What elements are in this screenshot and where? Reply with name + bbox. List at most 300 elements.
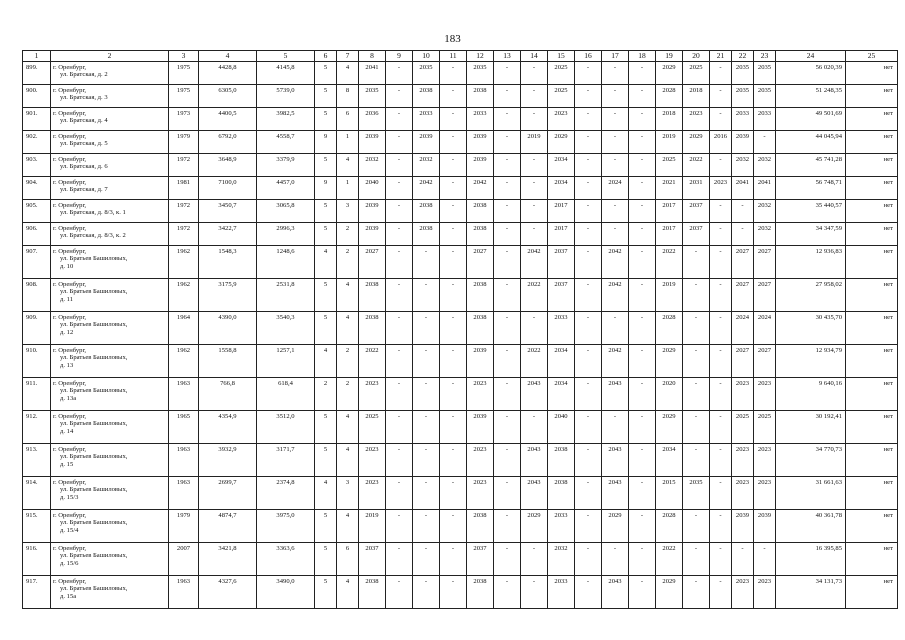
- cell-col-16: -: [575, 246, 602, 279]
- address-line: ул. Братьев Башиловых,: [60, 552, 128, 560]
- cell-col-8: 2023: [359, 444, 386, 477]
- cell-col-8: 2025: [359, 411, 386, 444]
- cell-col-6: 5: [315, 510, 337, 543]
- address-cell: [51, 279, 169, 312]
- cell-col-17: -: [602, 200, 629, 223]
- cell-col-8: 2023: [359, 477, 386, 510]
- cell-col-20: -: [683, 576, 710, 609]
- table-body: [23, 62, 898, 609]
- column-number: 3: [169, 51, 199, 62]
- address-cell: [51, 510, 169, 543]
- address-cell: [51, 62, 169, 85]
- cell-col-9: -: [386, 543, 413, 576]
- cell-col-14: -: [521, 85, 548, 108]
- table-row: [23, 411, 898, 444]
- cell-col-13: -: [494, 477, 521, 510]
- cell-col-15: 2017: [548, 200, 575, 223]
- cell-col-9: -: [386, 85, 413, 108]
- address-line: г. Оренбург,: [53, 281, 87, 288]
- cell-col-6: 5: [315, 200, 337, 223]
- cell-col-16: -: [575, 108, 602, 131]
- cell-col-13: -: [494, 246, 521, 279]
- cell-col-23: 2024: [754, 312, 776, 345]
- cell-col-4: 3450,7: [199, 200, 257, 223]
- cell-col-23: 2027: [754, 279, 776, 312]
- row-number: 899.: [23, 62, 51, 85]
- cell-col-23: 2039: [754, 510, 776, 543]
- cell-col-19: 2028: [656, 510, 683, 543]
- table-row: [23, 85, 898, 108]
- cell-col-23: 2023: [754, 576, 776, 609]
- cell-col-10: -: [413, 444, 440, 477]
- column-number: 23: [754, 51, 776, 62]
- cell-col-20: -: [683, 543, 710, 576]
- cell-col-25: нет: [846, 223, 898, 246]
- cell-col-12: 2038: [467, 200, 494, 223]
- cell-col-19: 2022: [656, 246, 683, 279]
- address-line: г. Оренбург,: [53, 248, 87, 255]
- cell-col-10: -: [413, 279, 440, 312]
- cell-col-8: 2019: [359, 510, 386, 543]
- cell-col-23: -: [754, 543, 776, 576]
- cell-col-11: -: [440, 62, 467, 85]
- column-number: 13: [494, 51, 521, 62]
- cell-col-18: -: [629, 444, 656, 477]
- cell-col-23: 2032: [754, 200, 776, 223]
- cell-col-17: -: [602, 108, 629, 131]
- cell-col-4: 6305,0: [199, 85, 257, 108]
- cell-col-19: 2019: [656, 279, 683, 312]
- address-line: г. Оренбург,: [53, 156, 87, 163]
- cell-col-15: 2038: [548, 444, 575, 477]
- address-line: ул. Братская, д. 4: [60, 117, 108, 125]
- cell-col-19: 2021: [656, 177, 683, 200]
- cell-col-16: -: [575, 62, 602, 85]
- cell-col-16: -: [575, 411, 602, 444]
- cell-col-7: 3: [337, 200, 359, 223]
- cell-col-11: -: [440, 378, 467, 411]
- cell-col-10: -: [413, 543, 440, 576]
- table-row: [23, 246, 898, 279]
- cell-col-3: 1965: [169, 411, 199, 444]
- cell-col-17: 2024: [602, 177, 629, 200]
- cell-col-23: 2023: [754, 477, 776, 510]
- cell-col-24: 45 741,28: [776, 154, 846, 177]
- cell-col-7: 4: [337, 576, 359, 609]
- cell-col-13: -: [494, 444, 521, 477]
- cell-col-7: 1: [337, 177, 359, 200]
- housing-register-table: [22, 50, 898, 609]
- cell-col-22: 2023: [732, 444, 754, 477]
- cell-col-23: -: [754, 131, 776, 154]
- cell-col-6: 4: [315, 345, 337, 378]
- cell-col-7: 4: [337, 279, 359, 312]
- cell-col-5: 3363,6: [257, 543, 315, 576]
- cell-col-5: 3540,3: [257, 312, 315, 345]
- cell-col-21: 2016: [710, 131, 732, 154]
- cell-col-14: 2029: [521, 510, 548, 543]
- cell-col-20: 2025: [683, 62, 710, 85]
- cell-col-10: 2038: [413, 223, 440, 246]
- cell-col-14: -: [521, 177, 548, 200]
- cell-col-15: 2033: [548, 510, 575, 543]
- cell-col-24: 40 361,78: [776, 510, 846, 543]
- cell-col-16: -: [575, 279, 602, 312]
- cell-col-21: -: [710, 246, 732, 279]
- cell-col-4: 4400,5: [199, 108, 257, 131]
- cell-col-18: -: [629, 576, 656, 609]
- address-line: ул. Братьев Башиловых,: [60, 255, 128, 263]
- column-number: 10: [413, 51, 440, 62]
- cell-col-24: 9 640,16: [776, 378, 846, 411]
- cell-col-4: 3648,9: [199, 154, 257, 177]
- table-row: [23, 345, 898, 378]
- cell-col-9: -: [386, 411, 413, 444]
- column-number: 20: [683, 51, 710, 62]
- table-row: [23, 223, 898, 246]
- cell-col-15: 2040: [548, 411, 575, 444]
- cell-col-18: -: [629, 411, 656, 444]
- cell-col-5: 3982,5: [257, 108, 315, 131]
- cell-col-8: 2022: [359, 345, 386, 378]
- cell-col-13: -: [494, 85, 521, 108]
- cell-col-12: 2038: [467, 510, 494, 543]
- table-row: [23, 154, 898, 177]
- cell-col-21: -: [710, 223, 732, 246]
- cell-col-13: -: [494, 131, 521, 154]
- cell-col-3: 1975: [169, 85, 199, 108]
- cell-col-22: 2023: [732, 576, 754, 609]
- cell-col-18: -: [629, 131, 656, 154]
- cell-col-11: -: [440, 444, 467, 477]
- cell-col-22: 2027: [732, 345, 754, 378]
- address-line: д. 15: [60, 460, 74, 468]
- cell-col-18: -: [629, 246, 656, 279]
- cell-col-20: -: [683, 444, 710, 477]
- cell-col-16: -: [575, 444, 602, 477]
- cell-col-9: -: [386, 131, 413, 154]
- cell-col-22: 2039: [732, 131, 754, 154]
- cell-col-22: 2041: [732, 177, 754, 200]
- cell-col-17: -: [602, 223, 629, 246]
- cell-col-22: 2035: [732, 85, 754, 108]
- cell-col-12: 2038: [467, 312, 494, 345]
- cell-col-8: 2036: [359, 108, 386, 131]
- cell-col-11: -: [440, 154, 467, 177]
- cell-col-7: 1: [337, 131, 359, 154]
- cell-col-16: -: [575, 576, 602, 609]
- cell-col-10: 2038: [413, 200, 440, 223]
- cell-col-13: -: [494, 345, 521, 378]
- address-cell: [51, 177, 169, 200]
- address-line: ул. Братьев Башиловых,: [60, 354, 128, 362]
- address-line: ул. Братская, д. 3: [60, 94, 108, 102]
- cell-col-18: -: [629, 378, 656, 411]
- address-line: г. Оренбург,: [53, 133, 87, 140]
- cell-col-25: нет: [846, 200, 898, 223]
- cell-col-7: 2: [337, 345, 359, 378]
- column-number: 7: [337, 51, 359, 62]
- cell-col-25: нет: [846, 108, 898, 131]
- cell-col-22: 2024: [732, 312, 754, 345]
- cell-col-7: 4: [337, 154, 359, 177]
- cell-col-14: -: [521, 200, 548, 223]
- address-cell: [51, 108, 169, 131]
- cell-col-14: 2043: [521, 477, 548, 510]
- row-number: 906.: [23, 223, 51, 246]
- cell-col-11: -: [440, 246, 467, 279]
- cell-col-15: 2023: [548, 108, 575, 131]
- cell-col-13: -: [494, 200, 521, 223]
- cell-col-7: 4: [337, 62, 359, 85]
- cell-col-9: -: [386, 108, 413, 131]
- cell-col-7: 4: [337, 312, 359, 345]
- address-line: ул. Братьев Башиловых,: [60, 321, 128, 329]
- cell-col-12: 2038: [467, 85, 494, 108]
- cell-col-22: 2027: [732, 279, 754, 312]
- cell-col-12: 2038: [467, 279, 494, 312]
- cell-col-25: нет: [846, 543, 898, 576]
- column-number: 25: [846, 51, 898, 62]
- cell-col-14: -: [521, 223, 548, 246]
- cell-col-8: 2038: [359, 576, 386, 609]
- cell-col-22: 2033: [732, 108, 754, 131]
- cell-col-12: 2023: [467, 477, 494, 510]
- cell-col-16: -: [575, 85, 602, 108]
- cell-col-8: 2038: [359, 312, 386, 345]
- cell-col-20: -: [683, 510, 710, 543]
- address-line: ул. Братьев Башиловых,: [60, 585, 128, 593]
- cell-col-24: 30 435,70: [776, 312, 846, 345]
- cell-col-22: 2027: [732, 246, 754, 279]
- cell-col-7: 4: [337, 444, 359, 477]
- cell-col-6: 5: [315, 154, 337, 177]
- cell-col-23: 2027: [754, 246, 776, 279]
- cell-col-8: 2037: [359, 543, 386, 576]
- cell-col-13: -: [494, 223, 521, 246]
- cell-col-9: -: [386, 246, 413, 279]
- cell-col-9: -: [386, 477, 413, 510]
- column-number: 12: [467, 51, 494, 62]
- cell-col-25: нет: [846, 62, 898, 85]
- cell-col-5: 2996,3: [257, 223, 315, 246]
- row-number: 903.: [23, 154, 51, 177]
- row-number: 916.: [23, 543, 51, 576]
- cell-col-14: -: [521, 312, 548, 345]
- table-row: [23, 477, 898, 510]
- cell-col-12: 2023: [467, 444, 494, 477]
- cell-col-19: 2022: [656, 543, 683, 576]
- cell-col-18: -: [629, 477, 656, 510]
- cell-col-5: 1257,1: [257, 345, 315, 378]
- cell-col-4: 4428,8: [199, 62, 257, 85]
- cell-col-10: 2035: [413, 62, 440, 85]
- cell-col-11: -: [440, 312, 467, 345]
- address-line: г. Оренбург,: [53, 202, 87, 209]
- cell-col-14: 2019: [521, 131, 548, 154]
- cell-col-20: 2023: [683, 108, 710, 131]
- cell-col-24: 35 440,57: [776, 200, 846, 223]
- address-line: г. Оренбург,: [53, 545, 87, 552]
- address-line: д. 15/4: [60, 526, 79, 534]
- address-line: ул. Братьев Башиловых,: [60, 453, 128, 461]
- column-number: 5: [257, 51, 315, 62]
- address-cell: [51, 223, 169, 246]
- cell-col-14: 2043: [521, 444, 548, 477]
- cell-col-9: -: [386, 576, 413, 609]
- cell-col-23: 2035: [754, 85, 776, 108]
- cell-col-8: 2023: [359, 378, 386, 411]
- address-cell: [51, 345, 169, 378]
- address-line: д. 15/6: [60, 559, 79, 567]
- cell-col-25: нет: [846, 411, 898, 444]
- column-number: 9: [386, 51, 413, 62]
- address-line: г. Оренбург,: [53, 87, 87, 94]
- cell-col-22: 2035: [732, 62, 754, 85]
- cell-col-18: -: [629, 200, 656, 223]
- cell-col-18: -: [629, 510, 656, 543]
- cell-col-18: -: [629, 543, 656, 576]
- column-number: 22: [732, 51, 754, 62]
- cell-col-11: -: [440, 131, 467, 154]
- address-line: ул. Братьев Башиловых,: [60, 288, 128, 296]
- cell-col-19: 2029: [656, 62, 683, 85]
- cell-col-10: -: [413, 411, 440, 444]
- cell-col-6: 5: [315, 312, 337, 345]
- cell-col-13: -: [494, 279, 521, 312]
- row-number: 905.: [23, 200, 51, 223]
- cell-col-16: -: [575, 200, 602, 223]
- cell-col-21: -: [710, 576, 732, 609]
- cell-col-21: -: [710, 543, 732, 576]
- cell-col-4: 1558,8: [199, 345, 257, 378]
- address-line: ул. Братская, д. 5: [60, 140, 108, 148]
- cell-col-17: -: [602, 312, 629, 345]
- cell-col-12: 2023: [467, 378, 494, 411]
- cell-col-14: -: [521, 543, 548, 576]
- cell-col-3: 1962: [169, 345, 199, 378]
- cell-col-7: 4: [337, 411, 359, 444]
- cell-col-22: 2039: [732, 510, 754, 543]
- cell-col-5: 3490,0: [257, 576, 315, 609]
- cell-col-17: 2043: [602, 477, 629, 510]
- table-row: [23, 510, 898, 543]
- cell-col-16: -: [575, 223, 602, 246]
- address-line: д. 14: [60, 427, 74, 435]
- row-number: 914.: [23, 477, 51, 510]
- address-cell: [51, 200, 169, 223]
- cell-col-3: 1973: [169, 108, 199, 131]
- cell-col-15: 2029: [548, 131, 575, 154]
- cell-col-19: 2017: [656, 200, 683, 223]
- address-line: ул. Братьев Башиловых,: [60, 486, 128, 494]
- cell-col-9: -: [386, 154, 413, 177]
- column-number: 21: [710, 51, 732, 62]
- cell-col-25: нет: [846, 131, 898, 154]
- cell-col-25: нет: [846, 279, 898, 312]
- cell-col-19: 2020: [656, 378, 683, 411]
- cell-col-17: 2043: [602, 576, 629, 609]
- cell-col-11: -: [440, 510, 467, 543]
- cell-col-23: 2025: [754, 411, 776, 444]
- cell-col-13: -: [494, 510, 521, 543]
- cell-col-18: -: [629, 312, 656, 345]
- cell-col-6: 5: [315, 108, 337, 131]
- cell-col-7: 2: [337, 378, 359, 411]
- address-line: г. Оренбург,: [53, 64, 87, 71]
- column-number: 4: [199, 51, 257, 62]
- cell-col-24: 44 045,94: [776, 131, 846, 154]
- cell-col-10: 2039: [413, 131, 440, 154]
- cell-col-16: -: [575, 378, 602, 411]
- cell-col-3: 1963: [169, 477, 199, 510]
- cell-col-6: 5: [315, 279, 337, 312]
- cell-col-20: 2029: [683, 131, 710, 154]
- address-line: г. Оренбург,: [53, 512, 87, 519]
- cell-col-4: 1548,3: [199, 246, 257, 279]
- cell-col-15: 2038: [548, 477, 575, 510]
- cell-col-13: -: [494, 543, 521, 576]
- cell-col-22: -: [732, 543, 754, 576]
- cell-col-10: 2038: [413, 85, 440, 108]
- cell-col-14: 2022: [521, 279, 548, 312]
- cell-col-24: 56 748,71: [776, 177, 846, 200]
- cell-col-20: -: [683, 246, 710, 279]
- cell-col-21: -: [710, 312, 732, 345]
- cell-col-3: 1979: [169, 510, 199, 543]
- cell-col-12: 2039: [467, 154, 494, 177]
- cell-col-19: 2028: [656, 85, 683, 108]
- cell-col-19: 2029: [656, 345, 683, 378]
- table-row: [23, 62, 898, 85]
- cell-col-17: 2043: [602, 444, 629, 477]
- cell-col-6: 5: [315, 62, 337, 85]
- cell-col-5: 4457,0: [257, 177, 315, 200]
- cell-col-22: -: [732, 200, 754, 223]
- cell-col-4: 766,8: [199, 378, 257, 411]
- cell-col-25: нет: [846, 345, 898, 378]
- address-line: д. 11: [60, 295, 74, 303]
- cell-col-15: 2034: [548, 345, 575, 378]
- address-line: д. 15а: [60, 592, 77, 600]
- cell-col-17: 2042: [602, 246, 629, 279]
- cell-col-25: нет: [846, 378, 898, 411]
- cell-col-21: -: [710, 477, 732, 510]
- address-line: г. Оренбург,: [53, 446, 87, 453]
- address-line: ул. Братская, д. 8/3, к. 2: [60, 232, 126, 240]
- column-number: 18: [629, 51, 656, 62]
- cell-col-12: 2037: [467, 543, 494, 576]
- cell-col-23: 2032: [754, 154, 776, 177]
- cell-col-9: -: [386, 279, 413, 312]
- cell-col-5: 4558,7: [257, 131, 315, 154]
- cell-col-25: нет: [846, 477, 898, 510]
- cell-col-5: 2374,8: [257, 477, 315, 510]
- address-cell: [51, 378, 169, 411]
- cell-col-9: -: [386, 200, 413, 223]
- cell-col-4: 3421,8: [199, 543, 257, 576]
- cell-col-6: 9: [315, 131, 337, 154]
- cell-col-8: 2027: [359, 246, 386, 279]
- cell-col-9: -: [386, 223, 413, 246]
- cell-col-10: 2032: [413, 154, 440, 177]
- cell-col-5: 3512,0: [257, 411, 315, 444]
- cell-col-12: 2033: [467, 108, 494, 131]
- cell-col-18: -: [629, 279, 656, 312]
- cell-col-3: 1963: [169, 378, 199, 411]
- table-row: [23, 108, 898, 131]
- cell-col-19: 2019: [656, 131, 683, 154]
